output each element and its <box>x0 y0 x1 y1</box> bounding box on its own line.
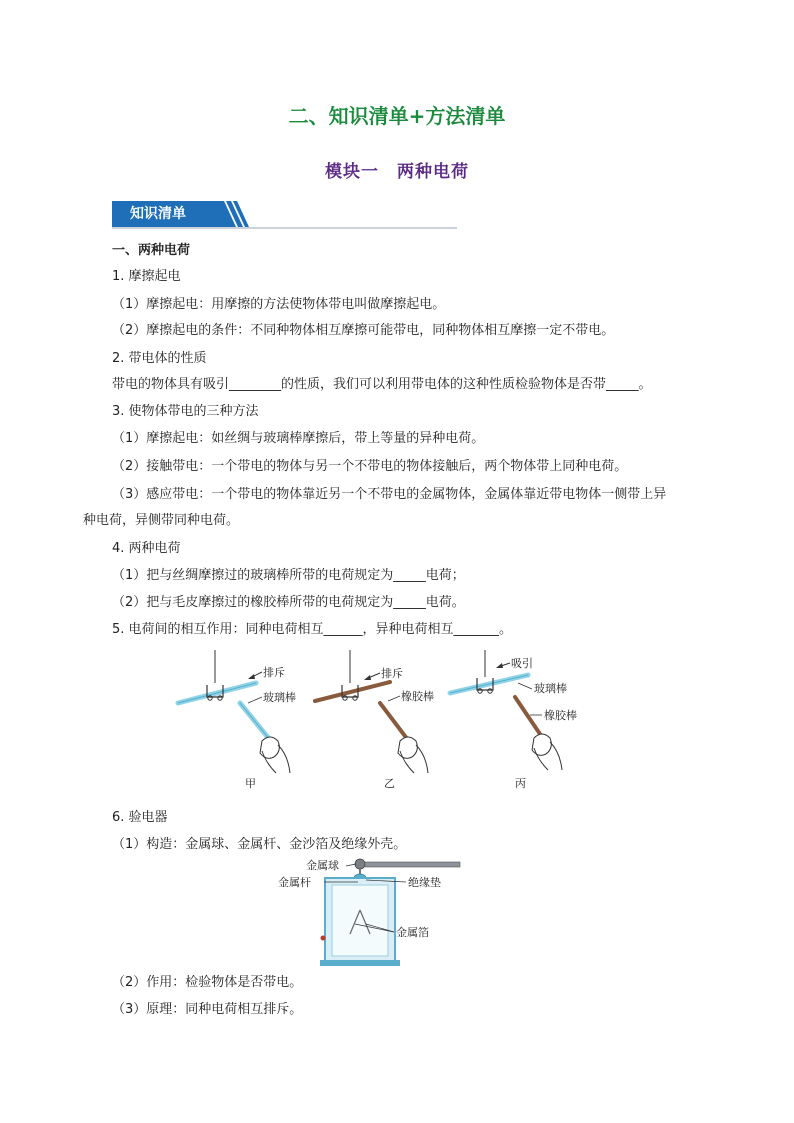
item-1-1: （1）摩擦起电：用摩擦的方法使物体带电叫做摩擦起电。 <box>112 297 446 312</box>
module-title: 模块一 两种电荷 <box>325 162 469 182</box>
item-3-2: （2）接触带电：一个带电的物体与另一个不带电的物体接触后，两个物体带上同种电荷。 <box>112 459 628 474</box>
item-6-1: （1）构造：金属球、金属杆、金沙箔及绝缘外壳。 <box>112 837 407 852</box>
item-6-3: （3）原理：同种电荷相互排斥。 <box>112 1002 303 1017</box>
item-4-1: （1）把与丝绸摩擦过的玻璃棒所带的电荷规定为_____电荷； <box>112 568 465 583</box>
item-3-heading: 3. 使物体带电的三种方法 <box>112 404 259 419</box>
label-pad: 绝缘垫 <box>408 876 441 889</box>
jia-caption: 甲 <box>245 777 256 790</box>
charge-interaction-figure <box>170 645 620 795</box>
panel-bing <box>450 650 577 790</box>
label-rod: 金属杆 <box>278 876 311 889</box>
item-2-1: 带电的物体具有吸引________的性质，我们可以利用带电体的这种性质检验物体是否带_____。 <box>112 377 652 392</box>
section-tag: 知识清单 <box>130 206 186 222</box>
heading-two-charges: 一、两种电荷 <box>112 243 191 258</box>
electroscope-figure <box>270 852 500 970</box>
item-1-2: （2）摩擦起电的条件：不同种物体相互摩擦可能带电，同种物体相互摩擦一定不带电。 <box>112 323 615 338</box>
bing-arrow-label: 吸引 <box>511 657 533 670</box>
item-2-heading: 2. 带电体的性质 <box>112 351 207 366</box>
item-6-heading: 6. 验电器 <box>112 810 168 825</box>
jia-rod-label: 玻璃棒 <box>263 691 296 704</box>
page-title: 二、知识清单+方法清单 <box>288 104 506 128</box>
yi-arrow-label: 排斥 <box>381 667 403 680</box>
item-1-heading: 1. 摩擦起电 <box>112 269 181 284</box>
yi-caption: 乙 <box>384 777 395 790</box>
panel-jia <box>178 650 296 790</box>
item-6-2: （2）作用：检验物体是否带电。 <box>112 975 303 990</box>
label-foil: 金属箔 <box>396 926 429 939</box>
yi-rod-label: 橡胶棒 <box>401 690 434 703</box>
item-4-2: （2）把与毛皮摩擦过的橡胶棒所带的电荷规定为_____电荷。 <box>112 595 465 610</box>
bing-rod-label-1: 玻璃棒 <box>534 682 567 695</box>
bing-caption: 丙 <box>515 777 526 790</box>
item-5-heading: 5. 电荷间的相互作用：同种电荷相互______，异种电荷相互_______。 <box>112 622 513 637</box>
jia-arrow-label: 排斥 <box>263 666 285 679</box>
panel-yi <box>315 650 434 790</box>
item-3-1: （1）摩擦起电：如丝绸与玻璃棒摩擦后，带上等量的异种电荷。 <box>112 431 485 446</box>
item-3-3-line1: （3）感应带电：一个带电的物体靠近另一个不带电的金属物体，金属体靠近带电物体一侧带上异 <box>112 487 667 502</box>
item-3-3-line2: 种电荷，异侧带同种电荷。 <box>83 513 240 528</box>
bing-rod-label-2: 橡胶棒 <box>544 709 577 722</box>
item-4-heading: 4. 两种电荷 <box>112 541 181 556</box>
label-ball: 金属球 <box>306 859 339 872</box>
